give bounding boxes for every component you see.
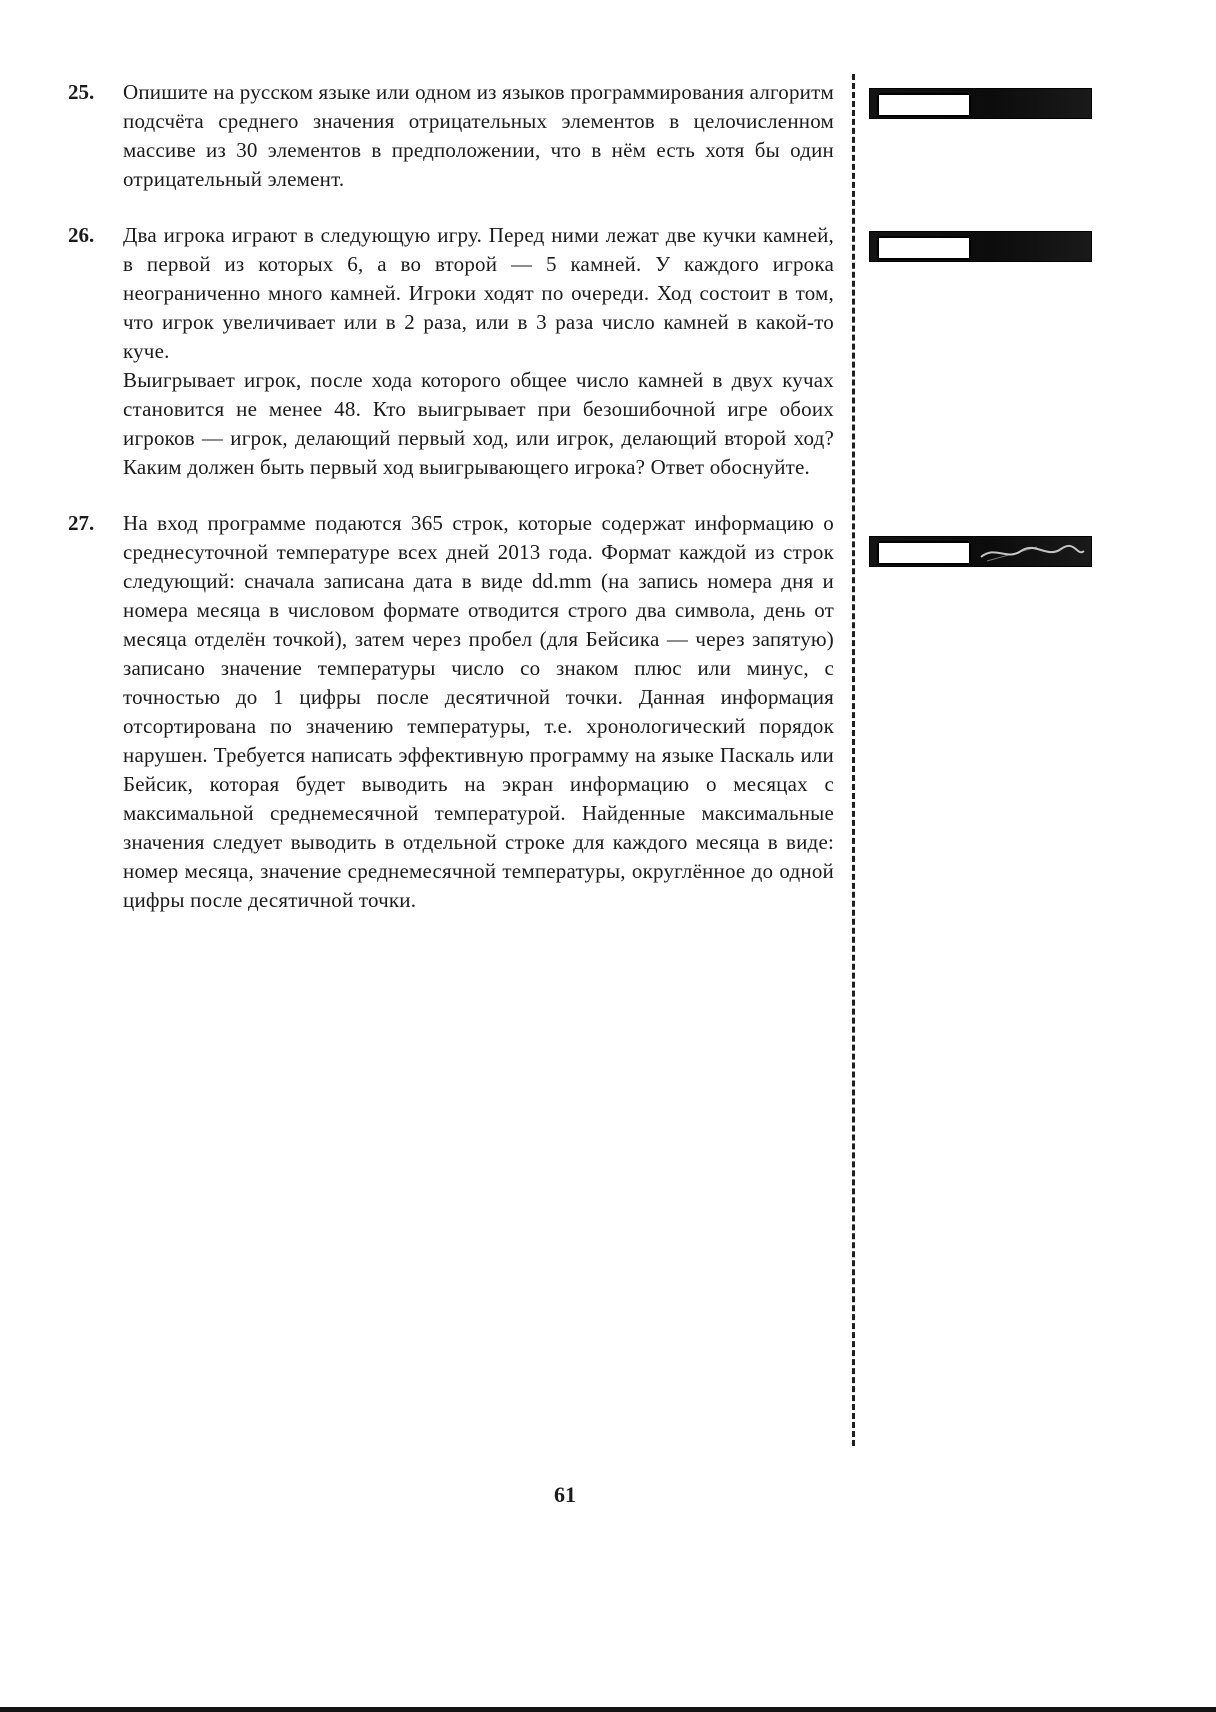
problem-paragraph: На вход программе подаются 365 строк, которые содержат информацию о среднесуточной температуре всех дней 2013 года. Формат каждой из строк следующий: сначала записана дата в виде dd.mm (на запись номера дня и номера месяца в числовом формате отводится строго два символа, день от месяца отделён точкой), затем через пробел (для Бейсика — через запятую) записано значение температуры число со знаком плюс или минус, с точностью до 1 цифры после десятичной точки. Данная информация отсортирована по значению температуры, т.е. хронологический порядок нарушен. Требуется написать эффективную программу на языке Паскаль или Бейсик, которая будет выводить на экран информацию о месяцах с максимальной среднемесячной температурой. Найденные максимальные значения следует выводить в отдельной строке для каждого месяца в виде: номер месяца, значение среднемесячной температуры, округлённое до одной цифры после десятичной точки. [123, 511, 834, 912]
answer-marker-box-27 [869, 536, 1092, 567]
problem-number: 25. [68, 80, 95, 104]
answer-field [877, 236, 971, 260]
answer-field [877, 541, 971, 565]
problem-body [123, 78, 834, 194]
problem-number: 26. [68, 223, 95, 247]
answer-marker-box-26 [869, 231, 1092, 262]
scan-edge-artifact [0, 1707, 1216, 1712]
problem-paragraph: Опишите на русском языке или одном из языков программирования алгоритм подсчёта среднего значения отрицательных элементов в целочисленном массиве из 30 элементов в предположении, что в нём есть хотя бы один отрицательный элемент. [123, 80, 834, 191]
answer-field [877, 93, 971, 117]
answer-marker-box-25 [869, 88, 1092, 119]
problem-27 [68, 509, 834, 915]
problems-list [68, 78, 834, 942]
margin-dashed-tear-line [852, 74, 855, 1446]
scribble-mark [977, 539, 1087, 566]
problem-body [123, 509, 834, 915]
problem-body [123, 221, 834, 482]
problem-paragraph: Выигрывает игрок, после хода которого общее число камней в двух кучах становится не менее 48. Кто выигрывает при безошибочной игре обоих игроков — игрок, делающий первый ход, или игрок, делающий второй ход? Каким должен быть первый ход выигрывающего игрока? Ответ обоснуйте. [123, 368, 834, 479]
page-number: 61 [554, 1482, 576, 1507]
problem-number: 27. [68, 511, 95, 535]
problem-paragraph: Два игрока играют в следующую игру. Перед ними лежат две кучки камней, в первой из которых 6, а во второй — 5 камней. У каждого игрока неограниченно много камней. Игроки ходят по очереди. Ход состоит в том, что игрок увеличивает или в 2 раза, или в 3 раза число камней в какой-то куче. [123, 223, 834, 363]
problem-26 [68, 221, 834, 482]
problem-25 [68, 78, 834, 194]
